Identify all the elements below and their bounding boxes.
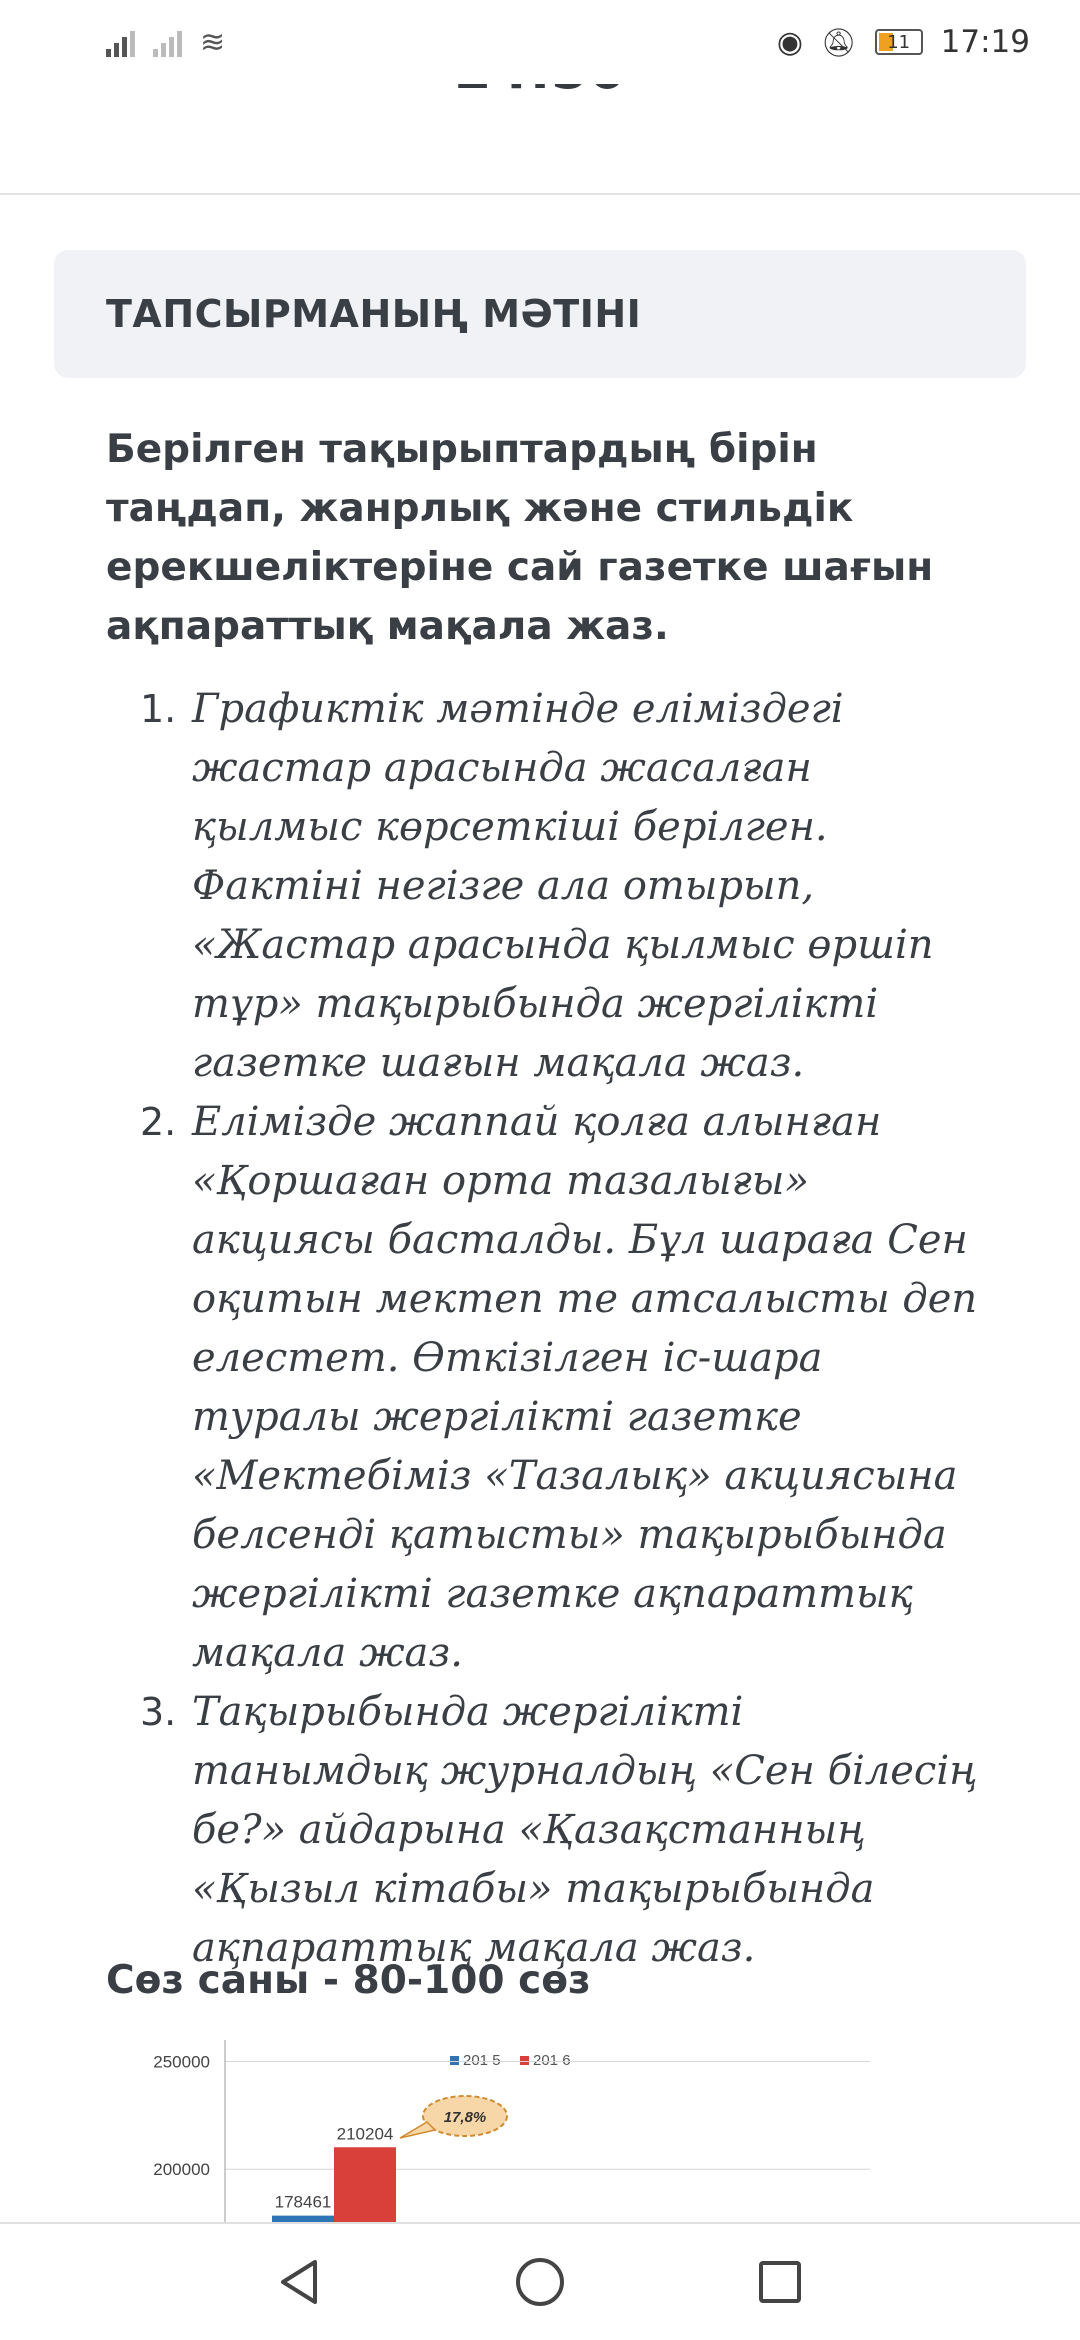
back-button[interactable] <box>270 2252 330 2312</box>
task-number: 2. <box>140 1100 177 1144</box>
home-icon <box>513 2255 567 2309</box>
bar-value-label: 178461 <box>274 2192 332 2212</box>
bar-value-label: 210204 <box>336 2124 394 2144</box>
legend-swatch <box>450 2056 459 2065</box>
word-count: Сөз саны - 80-100 сөз <box>106 1958 591 2003</box>
legend-label: 201 6 <box>533 2052 571 2069</box>
task-item <box>140 1093 980 1683</box>
y-tick-label: 200000 <box>153 2160 210 2180</box>
legend-label: 201 5 <box>463 2052 501 2069</box>
recent-apps-icon <box>755 2257 805 2307</box>
annotation-label: 17,8% <box>443 2109 487 2126</box>
task-number: 1. <box>140 687 177 731</box>
task-number: 3. <box>140 1690 177 1734</box>
bell-muted-icon: 🔕︎ <box>821 25 857 59</box>
task-header: ТАПСЫРМАНЫҢ МӘТІНІ <box>54 250 1026 378</box>
task-text: Тақырыбында жергілікті танымдық журналдың «Сен білесің бе?» айдарына «Қазақстанның «Қызыл кітабы» тақырыбында ақпараттық мақала жаз. <box>192 1689 978 1971</box>
navigation-bar <box>0 2222 1080 2340</box>
task-list <box>140 680 980 1978</box>
battery-icon <box>875 29 923 55</box>
task-item <box>140 1683 980 1978</box>
recent-apps-button[interactable] <box>750 2252 810 2312</box>
task-intro: Берілген тақырыптардың бірін таңдап, жанрлық және стильдік ерекшеліктеріне сай газетке шағын ақпараттық мақала жаз. <box>106 427 934 649</box>
signal-no-sim-icon <box>153 27 182 57</box>
y-tick-label: 250000 <box>153 2052 210 2072</box>
annotation-pointer <box>400 2122 435 2138</box>
back-icon <box>275 2257 325 2307</box>
task-text: Графиктік мәтінде еліміздегі жастар арасында жасалған қылмыс көрсеткіші берілген. Фактіні негізге ала отырып, «Жастар арасында қылмыс өршіп тұр» тақырыбында жергілікті газетке шағын мақала жаз. <box>192 686 934 1086</box>
status-right <box>777 24 1030 60</box>
header-divider <box>0 193 1080 195</box>
home-button[interactable] <box>510 2252 570 2312</box>
legend-swatch <box>520 2056 529 2065</box>
task-text: Елімізде жаппай қолға алынған «Қоршаған орта тазалығы» акциясы басталды. Бұл шараға Сен оқитын мектеп те атсалысты деп елестет. Өткізілген іс-шара туралы жергілікті газетке «Мектебіміз «Тазалық» акциясына белсенді қатысты» тақырыбында жергілікті газетке ақпараттық мақала жаз. <box>192 1099 978 1676</box>
crime-bar-chart <box>100 2030 900 2222</box>
eye-icon: ◉ <box>776 24 804 60</box>
wifi-icon: ≋ <box>200 24 226 60</box>
status-bar <box>0 0 1080 84</box>
task-item <box>140 680 980 1093</box>
signal-icon <box>106 27 135 57</box>
status-time: 17:19 <box>940 24 1030 60</box>
status-left <box>106 25 225 60</box>
battery-level: 11 <box>887 31 911 53</box>
